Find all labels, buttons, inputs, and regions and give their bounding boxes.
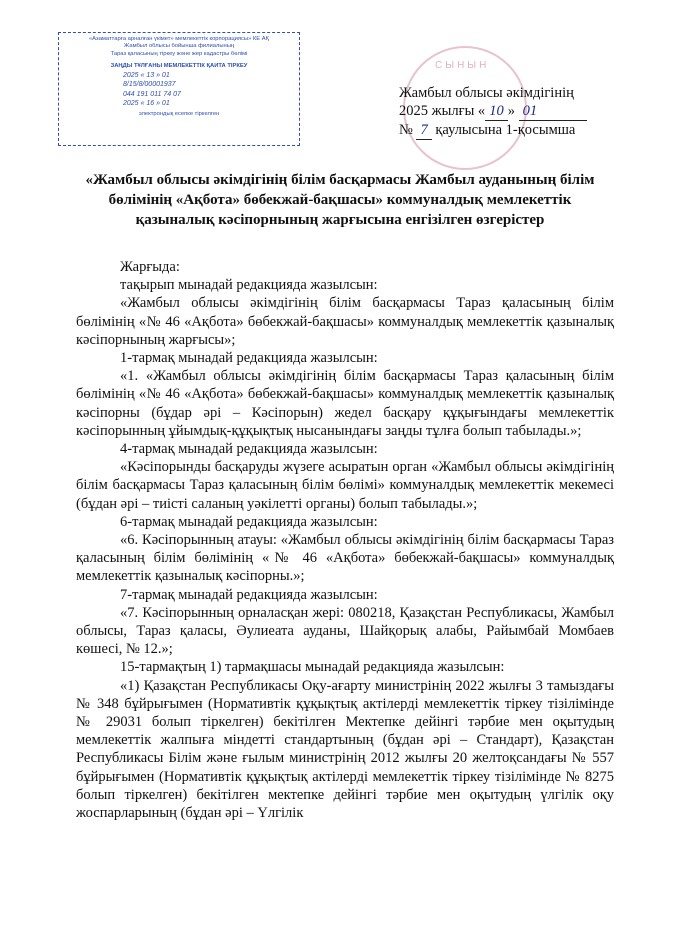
appendix-header	[399, 84, 639, 140]
appendix-line-3	[399, 121, 639, 140]
stamp-handwritten: 044 191 011 74 07	[123, 90, 181, 98]
stamp-handwritten: 2025 « 16 » 01	[123, 100, 170, 108]
paragraph: «Жамбыл облысы әкімдігінің білім басқармасы Тараз қаласының білім бөлімінің «№ 46 «Ақбота» бөбекжай-бақшасы» коммуналдық мемлекеттік қазыналық кәсіпорнының жарғысы»;	[76, 295, 614, 348]
paragraph: 7-тармақ мынадай редакцияда жазылсын:	[120, 586, 378, 603]
stamp-line: Жамбыл облысы бойынша филиалының	[123, 43, 235, 50]
paragraph: тақырып мынадай редакцияда жазылсын:	[120, 277, 378, 294]
stamp-line: Тараз қаласының тіркеу және жер кадастры бөлімі	[110, 50, 248, 57]
appendix-day: 10	[485, 102, 508, 121]
appendix-no: №	[399, 122, 417, 138]
paragraph: «1. «Жамбыл облысы әкімдігінің білім басқармасы Тараз қаласының білім бөлімінің «№ 46 «Ақбота» бөбекжай-бақшасы» коммуналдық мемлекеттік қазыналық кәсіпорны (бұдар әрі – Кәсіпорын) жедел басқару құқығындағы мемлекеттік кәсіпорынның ұйымдық-құқықтық нысанындағы заңды тұлға болып табылады.»;	[76, 368, 614, 439]
stamp-reg-title: ЗАҢДЫ ТҰЛҒАНЫ МЕМЛЕКЕТТІК ҚАЙТА ТІРКЕУ	[110, 63, 248, 70]
paragraph: 6-тармақ мынадай редакцияда жазылсын:	[120, 513, 378, 530]
appendix-year: 2025 жылғы «	[399, 103, 486, 119]
paragraph: 15-тармақтың 1) тармақшасы мынадай редакцияда жазылсын:	[120, 659, 505, 676]
stamp-footer: электрондық есепке тіркелген	[138, 110, 220, 117]
paragraph: «Кәсіпорынды басқаруды жүзеге асыратын орган «Жамбыл облысы әкімдігінің білім басқармасы Тараз қаласының білім бөлімі» коммуналдық мемлекеттік мекемесі (бұдан әрі – тиісті саланың уәкілетті органы) болып табылады.»;	[76, 459, 614, 512]
stamp-line: «Азаматтарға арналған үкімет» мемлекеттік корпорациясы» КЕ АҚ	[88, 36, 270, 42]
paragraph: 1-тармақ мынадай редакцияда жазылсын:	[120, 350, 378, 367]
document-title: «Жамбыл облысы әкімдігінің білім басқармасы Жамбыл ауданының білім бөлімінің «Ақбота» бөбекжай-бақшасы» коммуналдық мемлекеттік қазыналық кәсіпорнының жарғысына енгізілген өзгерістер	[85, 172, 595, 228]
seal-text: СЫНЫН	[435, 60, 490, 71]
appendix-mid: »	[507, 103, 519, 119]
appendix-line-1: Жамбыл облысы әкімдігінің	[399, 85, 574, 101]
appendix-suffix: қаулысына 1-қосымша	[431, 122, 576, 138]
paragraph: «6. Кәсіпорынның атауы: «Жамбыл облысы әкімдігінің білім басқармасы Тараз қаласының білім бөлімінің «№ 46 «Ақбота» бөбекжай-бақшасы» коммуналдық мемлекеттік қазыналық кәсіпорны.»;	[76, 532, 614, 585]
stamp-handwritten: 2025 « 13 » 01	[123, 71, 170, 79]
paragraph: Жарғыда:	[120, 259, 180, 275]
stamp-handwritten: 8/15/8/00001937	[123, 81, 176, 89]
registration-stamp	[58, 32, 300, 146]
appendix-number: 7	[416, 121, 431, 140]
document-body	[76, 258, 614, 822]
paragraph: «7. Кәсіпорынның орналасқан жері: 080218, Қазақстан Республикасы, Жамбыл облысы, Тараз қаласы, Әулиеата ауданы, Шайқорық алабы, Райымбай Момбаев көшесі, № 12.»;	[76, 604, 614, 658]
paragraph: «1) Қазақстан Республикасы Оқу-ағарту министрінің 2022 жылғы 3 тамыздағы № 348 бұйрығымен (Нормативтік құқықтық актілерді мемлекеттік тіркеу тізілімінде № 29031 болып тіркелген) бекітілген Мектепке дейінгі тәрбие мен оқытудың мемлекеттік жалпыға міндетті стандартының (бұдан әрі – Стандарт), Қазақстан Республикасы Білім және ғылым министрінің 2012 жылғы 20 желтоқсандағы № 557 бұйрығымен (Нормативтік құқықтық актілерді мемлекеттік тіркеу тізілімінде № 8275 болып тіркелген) бекітілген мектепке дейінгі тәрбие мен оқытудың үлгілік оқу жоспарларының (бұдан әрі – Үлгілік	[76, 677, 614, 822]
paragraph: 4-тармақ мынадай редакцияда жазылсын:	[120, 441, 378, 458]
appendix-line-2	[399, 102, 639, 121]
appendix-month: 01	[519, 102, 587, 121]
